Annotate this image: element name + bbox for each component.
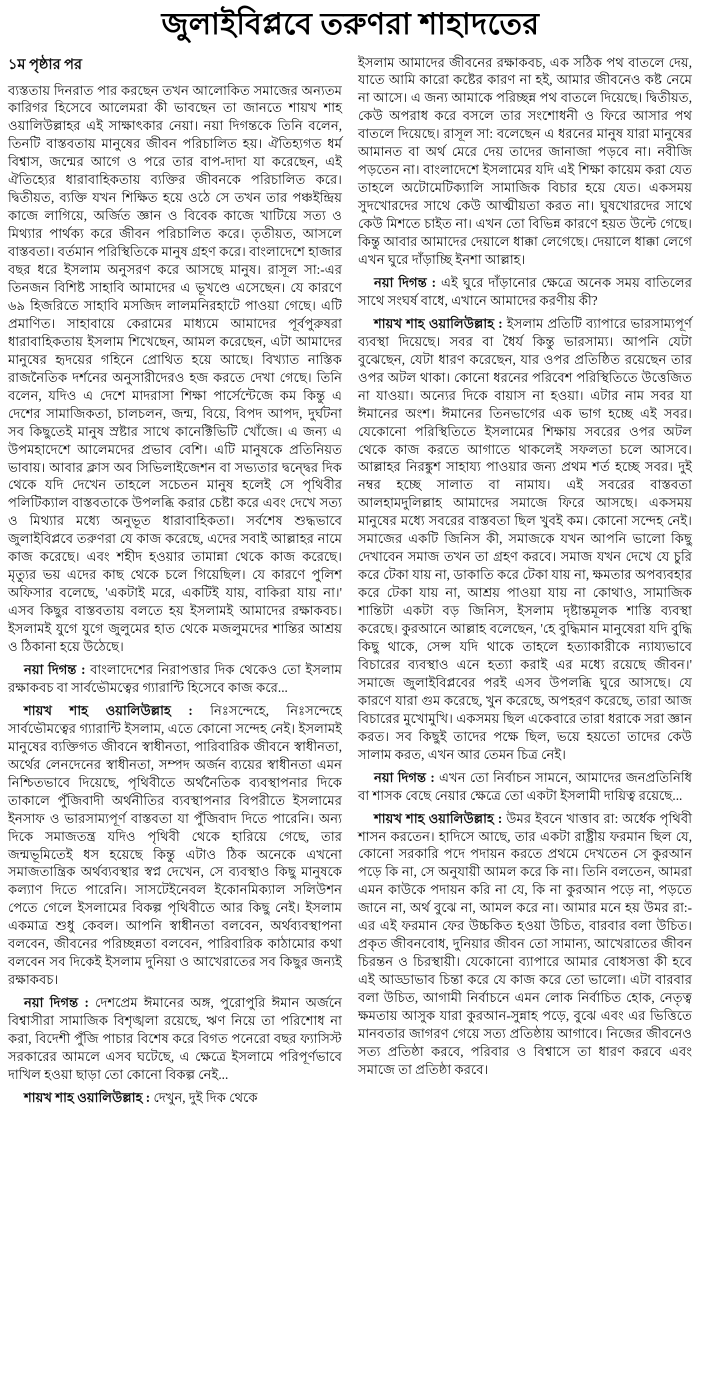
article-paragraph: শায়খ শাহ ওয়ালিউল্লাহ : নিঃসন্দেহে, নিঃসন্দেহে সার্বভৌমত্বের গ্যারান্টি ইসলাম, এতে কোনো সন্দেহ নেই। ইসলামই মানুষের ব্যক্তিগত জীবনে স্বাধীনতা, পারিবারিক জীবনে স্বাধীনতা, অর্থের লেনদেনের স্বাধীনতা, সম্পদ অর্জন ব্যয়ের স্বাধীনতা এমন নিশ্চিতভাবে দিয়েছে, পৃথিবীতে অর্থনৈতিক ব্যবস্থাপনার দিকে তাকালে পুঁজিবাদী অর্থনীতির ব্যবস্থাপনার বিপরীতে ইসলামের ইনসাফ ও ভারসাম্যপূর্ণ বাস্তবতা যা পুঁজিবাদ দিতে পারেনি। অন্য দিকে সমাজতন্ত্র যদিও পৃথিবী থেকে হারিয়ে গেছে, তার জন্মভূমিতেই ধস হয়েছে কিন্তু এটাও ঠিক অনেকে এখনো সমাজতান্ত্রিক অর্থব্যবস্থার স্বপ্ন দেখেন, সে ব্যবস্থাও কিছু মানুষকে কল্যাণ দিতে পারেনি। সাসটেইনেবল ইকোনমিক্যাল সলিউশন পেতে গেলে ইসলামের বিকল্প পৃথিবীতে আর কিছু নেই। ইসলাম একমাত্র শুধু কেবল। আপনি স্বাধীনতা বলবেন, অর্থব্যবস্থাপনা বলবেন, জীবনের পরিচ্ছন্নতা বলবেন, পারিবারিক কাঠামোর কথা বলবেন সব দিকেই ইসলাম দুনিয়া ও আখেরাতের সব কিছুর জন্যই রক্ষাকবচ।	[8, 702, 342, 988]
article-paragraph: ইসলাম আমাদের জীবনের রক্ষাকবচ, এক সঠিক পথ বাতলে দেয়, যাতে আমি কারো কষ্টের কারণ না হই, আমার জীবনেও কষ্ট নেমে না আসে। এ জন্য আমাকে পরিচ্ছন্ন পথ বাতলে দিয়েছে। দ্বিতীয়ত, কেউ অপরাধ করে বসলে তার সংশোধনী ও ফিরে আসার পথ বাতলে দিয়েছে। রাসূল সা: বলেছেন এ ধরনের মানুষ যারা মানুষের আমানত বা অর্থ মেরে দেয় তাদের জানাজা পড়বে না। নবীজি পড়তেন না। বাংলাদেশে ইসলামের যদি এই শিক্ষা কায়েম করা যেত তাহলে অটোমেটিক্যালি সামাজিক বিচার হয়ে যেত। একসময় সুদখোরদের সাথে কেউ আত্মীয়তা করত না। ঘুষখোরদের সাথে কেউ মিশতে চাইত না। এখন তো বিভিন্ন কারণে হয়ত উল্টে গেছে। কিন্তু আবার আমাদের দেয়ালে ধাক্কা লেগেছে। দেয়ালে ধাক্কা লেগে এখন ঘুরে দাঁড়াচ্ছি ইনশা আল্লাহ।	[358, 54, 692, 267]
speaker-label: নয়া দিগন্ত :	[24, 662, 91, 677]
speaker-label: নয়া দিগন্ত :	[374, 769, 440, 785]
article-body	[8, 54, 693, 1112]
article-column	[358, 54, 692, 1084]
article-paragraph: নয়া দিগন্ত : দেশপ্রেম ঈমানের অঙ্গ, পুরোপুরি ঈমান অর্জনে বিশ্বাসীরা সামাজিক বিশৃঙ্খলা রয়েছে, ঋণ নিয়ে তা পরিশোধ না করা, বিদেশী পুঁজি পাচার বিশেষ করে বিগত পনেরো বছর ফ্যাসিস্ট সরকারের আমলে এসব ঘটেছে, এ ক্ষেত্রে ইসলামে পরিপূর্ণভাবে দাখিল হওয়া ছাড়া তো কোনো বিকল্প নেই...	[8, 995, 342, 1082]
article-paragraph: নয়া দিগন্ত : এখন তো নির্বাচন সামনে, আমাদের জনপ্রতিনিধি বা শাসক বেছে নেয়ার ক্ষেত্রে তো একটা ইসলামী দায়িত্ব রয়েছে...	[358, 769, 692, 803]
continuation-note: ১ম পৃষ্ঠার পর	[8, 56, 82, 73]
speaker-label: শায়খ শাহ ওয়ালিউল্লাহ :	[24, 1089, 154, 1105]
speaker-label: নয়া দিগন্ত :	[374, 274, 441, 290]
article-paragraph: শায়খ শাহ ওয়ালিউল্লাহ : ইসলাম প্রতিটি ব্যাপারে ভারসাম্যপূর্ণ ব্যবস্থা দিয়েছে। সবর বা ধৈর্য কিন্তু ভারসাম্য। আপনি যেটা বুঝেছেন, যেটা ধারণ করেছেন, যার ওপর প্রতিষ্ঠিত রয়েছেন তার ওপর অটল থাকা। কোনো ধরনের পরিবেশ পরিস্থিতিতে উত্তেজিত না যাওয়া। অন্যের দিকে বায়াস না হওয়া। এটার নাম সবর যা ঈমানের অংশ। ঈমানের তিনভাগের এক ভাগ হচ্ছে এই সবর। যেকোনো পরিস্থিতিতে ইসলামের শিক্ষায় সবরের ওপর অটল থেকে কাজ করতে আগাতে থাকলেই সফলতা চলে আসবে। আল্লাহর নিরঙ্কুশ সাহায্য পাওয়ার জন্য প্রথম শর্ত হচ্ছে সবর। দুই নম্বর হচ্ছে সালাত বা নামায। এই সবরের বাস্তবতা আলহামদুলিল্লাহ আমাদের সমাজে ফিরে আসছে। একসময় মানুষের মধ্যে সবরের বাস্তবতা ছিল খুবই কম। কোনো সন্দেহ নেই। সমাজের একটি জিনিস কী, সমাজকে যখন আপনি ভালো কিছু দেখাবেন সমাজ তখন তা গ্রহণ করবে। সমাজ যখন দেখে যে চুরি করে টেকা যায় না, ডাকাতি করে টেকা যায় না, ক্ষমতার অপব্যবহার করে টেকা যায় না, আশ্রয় পাওয়া যায় না কোথাও, সামাজিক শান্তিটা একটা বড় জিনিস, ইসলাম দৃষ্টান্তমূলক শাস্তি ব্যবস্থা করেছে। কুরআনে আল্লাহ বলেছেন, 'হে বুদ্ধিমান মানুষেরা যদি বুদ্ধি কিছু থাকে, সেন্স যদি থাকে তাহলে হত্যাকারীকে ন্যায্যভাবে বিচারের ব্যবস্থাও এনে হত্যা করাই এর মধ্যে রয়েছে জীবন।' সমাজে জুলাইবিপ্লবের পরই এসব উপলব্ধি ঘুরে আসছে। যে কারণে যারা গুম করেছে, খুন করেছে, অপহরণ করেছে, তারা আজ বিচারের মুখোমুখি। একসময় ছিল একেবারে তারা ধরাকে সরা জ্ঞান করত। সব কিছুই তাদের পক্ষে ছিল, ভয়ে হয়তো তাদের কেউ সালাম করত, এখন আর তেমন চিত্র নেই।	[358, 315, 692, 762]
speaker-label: শায়খ শাহ ওয়ালিউল্লাহ :	[374, 810, 507, 826]
article-headline: জুলাইবিপ্লবে তরুণরা শাহাদতের	[161, 8, 540, 41]
speaker-label: শায়খ শাহ ওয়ালিউল্লাহ :	[24, 702, 211, 718]
article-paragraph: নয়া দিগন্ত : এই ঘুরে দাঁড়ানোর ক্ষেত্রে অনেক সময় বাতিলের সাথে সংঘর্ষ বাধে, এখানে আমাদের করণীয় কী?	[358, 274, 692, 308]
article-paragraph: নয়া দিগন্ত : বাংলাদেশের নিরাপত্তার দিক থেকেও তো ইসলাম রক্ষাকবচ বা সার্বভৌমত্বের গ্যারান্টি হিসেবে কাজ করে...	[8, 662, 343, 695]
speaker-label: শায়খ শাহ ওয়ালিউল্লাহ :	[374, 315, 507, 331]
article-paragraph: ব্যস্ততায় দিনরাত পার করছেন তখন আলোকিত সমাজের অন্যতম কারিগর হিসেবে আলেমরা কী ভাবছেন তা জানতে শায়খ শাহ ওয়ালিউল্লাহর এই সাক্ষাৎকার নেয়া। নয়া দিগন্তকে তিনি বলেন, তিনটি বাস্তবতায় মানুষের জীবন পরিচালিত হয়। ঐতিহ্যগত ধর্ম বিশ্বাস, জন্মের আগে ও পরে তার বাপ-দাদা যা করেছেন, এই ঐতিহ্যের ধারাবাহিকতায় ব্যক্তির জীবনকে পরিচালিত করে। দ্বিতীয়ত, ব্যক্তি যখন শিক্ষিত হয়ে ওঠে সে তখন তার পঞ্চইন্দ্রিয় কাজে লাগিয়ে, অর্জিত জ্ঞান ও বিবেক কাজে খাটিয়ে সত্য ও মিথ্যার পার্থক্য করে জীবন পরিচালিত করে। তৃতীয়ত, আসলে বাস্তবতা। বর্তমান পরিস্থিতিকে মানুষ গ্রহণ করে। বাংলাদেশে হাজার বছর ধরে ইসলাম অনুসরণ করে আসছে মানুষ। রাসূল সা:-এর তিনজন বিশিষ্ট সাহাবি আমাদের এ ভূখণ্ডে এসেছেন। যে কারণে ৬৯ হিজরিতে সাহাবি মসজিদ লালমনিরহাটে পাওয়া গেছে। এটি প্রমাণিত। সাহাবায়ে কেরামের মাধ্যমে আমাদের পূর্বপুরুষরা ধারাবাহিকতায় ইসলাম শিখেছেন, আমল করেছেন, এটা আমাদের মানুষের হৃদয়ের গহিনে প্রোথিত হয়ে আছে। বিখ্যাত নাস্তিক রাজনৈতিক দর্শনের অনুসারীদেরও হজ করতে দেখা গেছে। তিনি বলেন, যদিও এ দেশে মাদরাসা শিক্ষা পার্সেন্টেজে কম কিন্তু এ দেশের সামাজিকতা, চালচলন, জন্ম, বিয়ে, বিপদ আপদ, দুর্ঘটনা সব কিছুতেই মানুষ স্রষ্টার সাথে কানেক্টিভিটি খোঁজে। এ জন্য এ উপমহাদেশে আলেমদের প্রভাব বেশি। এটি মানুষকে প্রতিনিয়ত ভাবায়। আবার ক্লাস অব সিভিলাইজেশন বা সভ্যতার দ্বন্দ্বের দিক থেকে যদি দেখেন তাহলে সচেতন মানুষ হলেই সে পৃথিবীর পলিটিক্যাল বাস্তবতাকে উপলব্ধি করার চেষ্টা করে এবং দেখে সত্য ও মিথ্যার মধ্যে অনুভূত ধারাবাহিকতা। সর্বশেষ শুদ্ধভাবে জুলাইবিপ্লবে তরুণরা যে কাজ করেছে, এদের সবাই আল্লাহর নামে কাজ করেছে। এবং শহীদ হওয়ার তামান্না থেকে কাজ করেছে। মৃত্যুর ভয় এদের কাছ থেকে চলে গিয়েছিল। যে কারণে পুলিশ অফিসার বলেছে, 'একটাই মরে, একটিই যায়, বাকিরা যায় না।' এসব কিছুর বাস্তবতায় বলতে হয় ইসলামই আমাদের রক্ষাকবচ। ইসলামই যুগে যুগে জুলুমের হাত থেকে মজলুমদের শান্তির আশ্রয় ও ঠিকানা হয়ে উঠেছে।	[8, 82, 342, 655]
article-column	[8, 54, 342, 1112]
speaker-label: নয়া দিগন্ত :	[24, 995, 96, 1011]
article-paragraph: শায়খ শাহ ওয়ালিউল্লাহ : উমর ইবনে খাত্তাব রা: অর্ধেক পৃথিবী শাসন করতেন। হাদিসে আছে, তার একটা রাষ্ট্রীয় ফরমান ছিল যে, কোনো সরকারি পদে পদায়ন করতে প্রথমে দেখতেন সে কুরআন পড়ে কি না, সে অনুযায়ী আমল করে কি না। তিনি বলতেন, আমরা এমন কাউকে পদায়ন করি না যে, কি না কুরআন পড়ে না, পড়তে জানে না, অর্থ বুঝে না, আমল করে না। আমার মনে হয় উমর রা:-এর এই ফরমান ফের উচ্চকিত হওয়া উচিত, বারবার বলা উচিত। প্রকৃত জীবনবোধ, দুনিয়ার জীবন তো সামান্য, আখেরাতের জীবন চিরন্তন ও চিরস্থায়ী। যেকোনো ব্যাপারে আমার বোধসত্তা কী হবে এই আড্ডাভাব চিন্তা করে যে কাজ করে তো ভালো। এটা বারবার বলা উচিত, আগামী নির্বাচনে এমন লোক নির্বাচিত হোক, নেতৃত্ব ক্ষমতায় আসুক যারা কুরআন-সুন্নাহ পড়ে, বুঝে এবং এর ভিত্তিতে মানবতার জাগরণ গেয়ে সত্য প্রতিষ্ঠায় আগাবে। নিজের জীবনেও সত্য প্রতিষ্ঠা করবে, পরিবার ও বিশ্বাসে তা ধারণ করবে এবং সমাজে তা প্রতিষ্ঠা করবে।	[358, 810, 692, 1077]
article-paragraph: শায়খ শাহ ওয়ালিউল্লাহ : দেখুন, দুই দিক থেকে	[24, 1089, 258, 1105]
